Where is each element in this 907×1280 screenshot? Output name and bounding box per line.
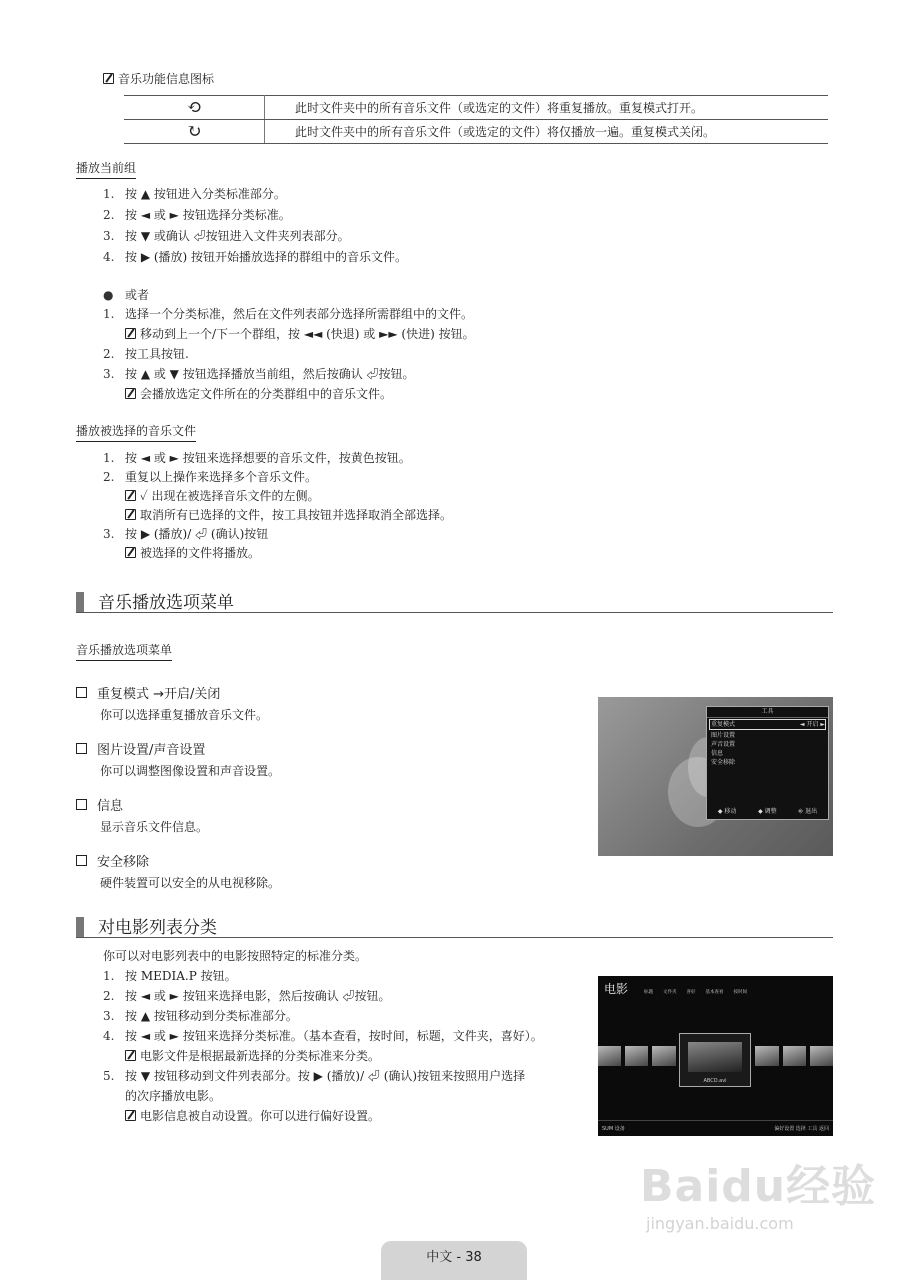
table-row: ↻ 此时文件夹中的所有音乐文件（或选定的文件）将仅播放一遍。重复模式关闭。 <box>124 120 828 144</box>
repeat-off-icon: ↻ <box>124 120 265 144</box>
movie-categories: 标题 文件夹 喜好 基本查看 按时间 <box>644 990 747 995</box>
step-line: 3. 按 ▼ 或确认 ⏎按钮进入文件夹列表部分。 <box>103 229 350 243</box>
section-options-title: 音乐播放选项菜单 <box>76 586 833 613</box>
movie-focus-item[interactable]: ABCD.avi <box>679 1033 751 1087</box>
step-line: 5. 按 ▼ 按钮移动到文件列表部分。按 ▶ (播放)/ ⏎ (确认)按钮来按照用户选择 <box>103 1069 526 1083</box>
tools-row-repeat[interactable]: 重复模式 ◄ 开启 ► <box>711 721 825 728</box>
option-desc: 你可以选择重复播放音乐文件。 <box>100 708 269 722</box>
note-line: 移动到上一个/下一个群组，按 ◄◄ (快退) 或 ►► (快进) 按钮。 <box>103 327 475 341</box>
page-footer: 中文 - 38 <box>381 1241 527 1280</box>
tools-row[interactable]: 图片设置 <box>711 732 736 739</box>
play-selected-title: 播放被选择的音乐文件 <box>76 422 196 442</box>
note-icon <box>125 388 136 399</box>
tools-row[interactable]: 声音设置 <box>711 741 736 748</box>
option-picture-sound: 图片设置/声音设置 <box>76 739 205 758</box>
step-line: 3. 按 ▲ 或 ▼ 按钮选择播放当前组，然后按确认 ⏎按钮。 <box>103 367 415 381</box>
step-line: 的次序播放电影。 <box>125 1089 222 1103</box>
step-line: 2. 按 ◄ 或 ► 按钮来选择电影，然后按确认 ⏎按钮。 <box>103 989 391 1003</box>
option-info: 信息 <box>76 795 123 814</box>
note-icon <box>125 490 136 501</box>
note-line: ✓ 出现在被选择音乐文件的左侧。 <box>103 489 320 503</box>
step-line: 1. 按 ▲ 按钮进入分类标准部分。 <box>103 187 286 201</box>
step-line: 1. 选择一个分类标准，然后在文件列表部分选择所需群组中的文件。 <box>103 307 474 321</box>
step-line: 4. 按 ◄ 或 ► 按钮来选择分类标准。（基本查看，按时间，标题，文件夹，喜好）。 <box>103 1029 543 1043</box>
table-row: ⟲ 此时文件夹中的所有音乐文件（或选定的文件）将重复播放。重复模式打开。 <box>124 96 828 120</box>
step-line: 3. 按 ▶ (播放)/ ⏎ (确认)按钮 <box>103 527 269 541</box>
step-line: 1. 按 ◄ 或 ► 按钮来选择想要的音乐文件，按黄色按钮。 <box>103 451 411 465</box>
note-line: 电影信息被自动设置。你可以进行偏好设置。 <box>103 1109 380 1123</box>
tools-row[interactable]: 信息 <box>711 750 724 757</box>
note-icon <box>125 547 136 558</box>
note-line: 被选择的文件将播放。 <box>103 546 260 560</box>
option-desc: 硬件装置可以安全的从电视移除。 <box>100 876 281 890</box>
section-movie-title: 对电影列表分类 <box>76 911 833 938</box>
tools-row[interactable]: 安全移除 <box>711 759 736 766</box>
tools-menu: 工具 重复模式 ◄ 开启 ► 图片设置 声音设置 信息 安全移除 ◆ 移动 ◆ 调整 ⎆ 退出 <box>706 706 829 820</box>
play-group-title: 播放当前组 <box>76 159 136 179</box>
note-icon <box>125 509 136 520</box>
or-line: ● 或者 <box>103 288 150 302</box>
options-subtitle: 音乐播放选项菜单 <box>76 641 172 661</box>
movie-intro: 你可以对电影列表中的电影按照特定的标准分类。 <box>103 949 368 963</box>
step-line: 2. 按工具按钮. <box>103 347 189 361</box>
step-line: 4. 按 ▶ (播放) 按钮开始播放选择的群组中的音乐文件。 <box>103 250 408 264</box>
tools-footer: ◆ 移动 ◆ 调整 ⎆ 退出 <box>717 808 818 815</box>
baidu-watermark: Baidu经验 jingyan.baidu.com <box>640 1161 877 1233</box>
note-icon <box>103 73 114 84</box>
note-icon <box>125 328 136 339</box>
step-line: 2. 重复以上操作来选择多个音乐文件。 <box>103 470 318 484</box>
movie-bottom-bar: SUM 设备 偏好设置 选择 工具 返回 <box>598 1120 833 1136</box>
movie-list-screenshot: 电影 标题 文件夹 喜好 基本查看 按时间 ABCD.avi SUM 设备 偏好设置 选择 工具 返回 <box>598 976 833 1136</box>
option-desc: 显示音乐文件信息。 <box>100 820 209 834</box>
option-safe-remove: 安全移除 <box>76 851 149 870</box>
note-line: 会播放选定文件所在的分类群组中的音乐文件。 <box>103 387 392 401</box>
option-repeat-mode: 重复模式 →开启/关闭 <box>76 683 220 702</box>
repeat-on-icon: ⟲ <box>124 96 265 120</box>
note-line: 电影文件是根据最新选择的分类标准来分类。 <box>103 1049 380 1063</box>
step-line: 1. 按 MEDIA.P 按钮。 <box>103 969 237 983</box>
note-icon <box>125 1050 136 1061</box>
step-line: 2. 按 ◄ 或 ► 按钮选择分类标准。 <box>103 208 291 222</box>
step-line: 3. 按 ▲ 按钮移动到分类标准部分。 <box>103 1009 298 1023</box>
music-icons-table <box>124 95 828 144</box>
note-line: 取消所有已选择的文件，按工具按钮并选择取消全部选择。 <box>103 508 452 522</box>
tools-menu-screenshot <box>598 697 833 856</box>
option-desc: 你可以调整图像设置和声音设置。 <box>100 764 281 778</box>
music-icons-heading: 音乐功能信息图标 <box>103 72 214 86</box>
note-icon <box>125 1110 136 1121</box>
